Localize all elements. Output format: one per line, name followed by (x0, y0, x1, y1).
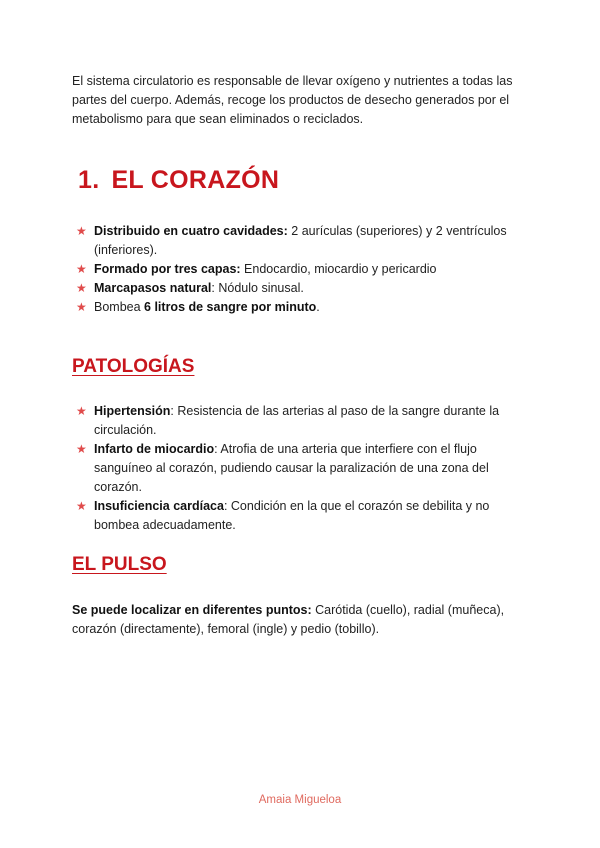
star-bullet-icon: ★ (76, 442, 87, 456)
footer-author: Amaia Migueloa (258, 794, 342, 806)
bullet-text: : Resistencia de las arterias al paso de la sangre durante la circulación. (94, 404, 500, 437)
bullet-bold: Infarto de miocardio (94, 442, 215, 456)
star-bullet-icon: ★ (76, 404, 87, 418)
corazon-bullet-list (76, 222, 536, 317)
bullet-text: Endocardio, miocardio y pericardio (240, 262, 437, 276)
list-item (76, 260, 536, 279)
star-bullet-icon: ★ (76, 300, 87, 314)
star-bullet-icon: ★ (76, 224, 87, 238)
intro-paragraph: El sistema circulatorio es responsable de llevar oxígeno y nutrientes a todas las partes del cuerpo. Además, recoge los productos de desecho generados por el metabolismo para que sean eliminados o reciclados. (72, 74, 513, 126)
pulse-text: Carótida (cuello), radial (muñeca), corazón (directamente), femoral (ingle) y pedio (tobillo). (72, 603, 505, 636)
pulse-bold: Se puede localizar en diferentes puntos: (72, 603, 312, 617)
list-item (76, 298, 536, 317)
heading-el-pulso: EL PULSO (72, 554, 167, 575)
list-item (76, 440, 536, 497)
star-bullet-icon: ★ (76, 281, 87, 295)
star-bullet-icon: ★ (76, 499, 87, 513)
list-item (76, 497, 536, 535)
bullet-text: : Nódulo sinusal. (211, 281, 304, 295)
list-item (76, 222, 536, 260)
bullet-text: : Atrofia de una arteria que interfiere con el flujo sanguíneo al corazón, pudiendo causar la paralización de una zona del corazón. (94, 442, 489, 494)
list-item (76, 402, 536, 440)
bullet-bold: 6 litros de sangre por minuto (144, 300, 317, 314)
bullet-bold: Marcapasos natural (94, 281, 212, 295)
star-bullet-icon: ★ (76, 262, 87, 276)
bullet-text: 2 aurículas (superiores) y 2 ventrículos (inferiores). (94, 224, 507, 257)
list-item (76, 279, 536, 298)
heading-number: 1. (78, 166, 100, 194)
pulse-paragraph (72, 601, 532, 639)
heading-patologias: PATOLOGÍAS (72, 356, 195, 377)
bullet-pre-text: Bombea (94, 300, 145, 314)
heading-el-corazon (78, 166, 279, 195)
bullet-text: : Condición en la que el corazón se debilita y no bombea adecuadamente. (94, 499, 490, 532)
bullet-bold: Distribuido en cuatro cavidades: (94, 224, 288, 238)
bullet-text: . (316, 300, 320, 314)
bullet-bold: Insuficiencia cardíaca (94, 499, 224, 513)
heading-title: EL CORAZÓN (111, 166, 280, 194)
bullet-bold: Formado por tres capas: (94, 262, 241, 276)
bullet-bold: Hipertensión (94, 404, 171, 418)
patologias-bullet-list (76, 402, 536, 535)
